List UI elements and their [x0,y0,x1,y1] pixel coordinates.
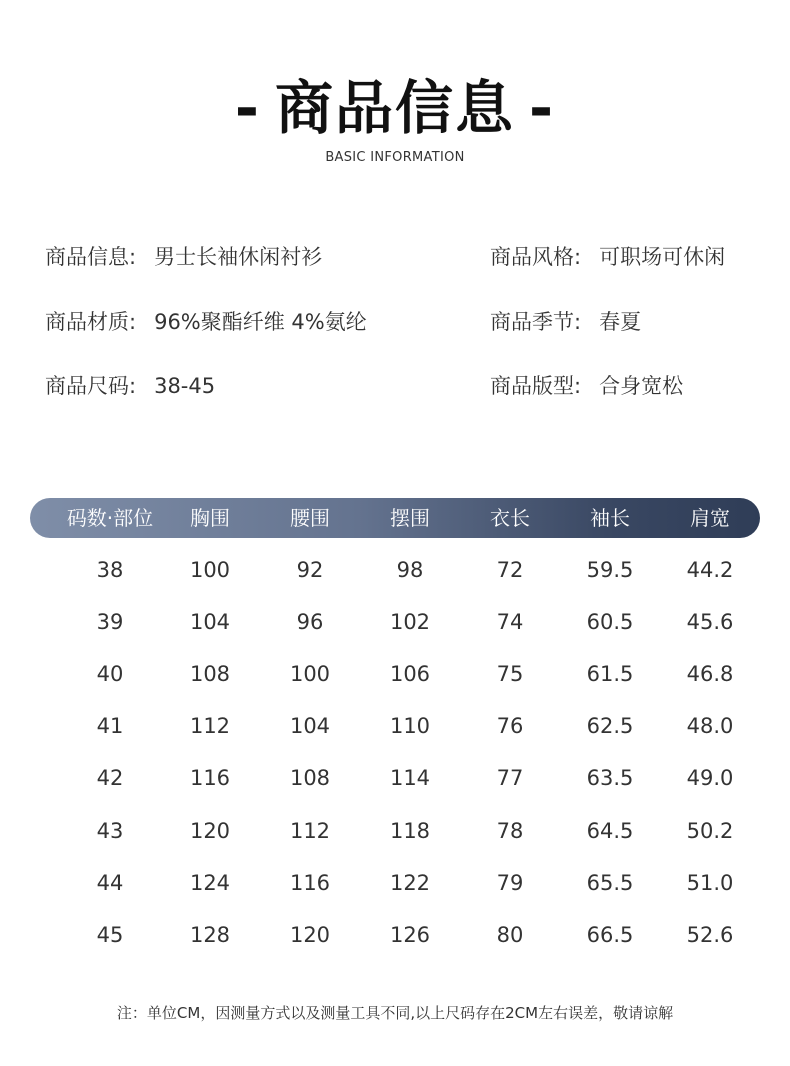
table-cell: 126 [389,922,431,947]
table-cell: 43 [96,818,124,843]
info-item-material [45,307,367,337]
table-cell: 108 [289,766,331,791]
table-cell: 120 [289,922,331,947]
table-cell: 114 [389,766,431,791]
info-item-style [490,242,725,272]
header-hem: 摆围 [390,506,430,530]
table-cell: 110 [389,714,431,739]
info-key: 商品信息: [45,245,137,269]
table-cell: 120 [189,818,231,843]
table-row [0,811,790,851]
table-cell: 45.6 [686,610,734,635]
table-row [0,706,790,746]
table-cell: 45 [96,922,124,947]
info-key: 商品材质: [45,310,137,334]
info-value: 合身宽松 [599,374,684,398]
table-cell: 128 [189,922,231,947]
table-cell: 52.6 [686,922,734,947]
table-cell: 108 [189,662,231,687]
table-cell: 104 [289,714,331,739]
table-cell: 50.2 [686,818,734,843]
info-item-name [45,242,322,272]
info-item-size [45,371,215,401]
header-shoulder: 肩宽 [690,506,730,530]
info-value: 96%聚酯纤维 4%氨纶 [154,310,367,334]
header-size-part: 码数·部位 [66,506,154,530]
table-cell: 62.5 [586,714,634,739]
table-cell: 51.0 [686,870,734,895]
table-row [0,758,790,798]
table-cell: 112 [189,714,231,739]
table-cell: 79 [496,870,524,895]
table-cell: 80 [496,922,524,947]
table-cell: 72 [496,558,524,582]
table-cell: 74 [496,610,524,635]
table-cell: 44 [96,870,124,895]
table-row [0,550,790,590]
title-text: 商品信息 [274,74,515,142]
table-cell: 116 [289,870,331,895]
table-row [0,602,790,642]
table-cell: 100 [289,662,331,687]
header-chest: 胸围 [190,506,230,530]
page-title [0,68,790,148]
table-cell: 64.5 [586,818,634,843]
info-value: 春夏 [599,310,642,334]
info-item-fit [490,371,683,401]
info-value: 可职场可休闲 [599,245,726,269]
table-row [0,863,790,903]
table-cell: 39 [96,610,124,635]
header-waist: 腰围 [290,506,330,530]
table-cell: 40 [96,662,124,687]
table-cell: 77 [496,766,524,791]
info-key: 商品尺码: [45,374,137,398]
table-cell: 98 [396,558,424,582]
table-cell: 92 [296,558,324,582]
info-key: 商品季节: [490,310,582,334]
info-item-season [490,307,641,337]
table-cell: 61.5 [586,662,634,687]
page-subtitle: BASIC INFORMATION [325,150,465,165]
table-row [0,654,790,694]
table-cell: 66.5 [586,922,634,947]
size-table-header [30,498,760,538]
table-cell: 112 [289,818,331,843]
table-row [0,915,790,955]
table-cell: 63.5 [586,766,634,791]
table-cell: 96 [296,610,324,635]
table-cell: 38 [96,558,124,582]
title-dash-left: - [234,74,261,142]
table-cell: 124 [189,870,231,895]
table-cell: 78 [496,818,524,843]
table-cell: 46.8 [686,662,734,687]
measurement-note: 注：单位CM，因测量方式以及测量工具不同,以上尺码存在2CM左右误差，敬请谅解 [116,1004,674,1022]
header-sleeve: 袖长 [590,506,630,530]
table-cell: 48.0 [686,714,734,739]
table-cell: 76 [496,714,524,739]
table-cell: 65.5 [586,870,634,895]
table-cell: 118 [389,818,431,843]
info-key: 商品风格: [490,245,582,269]
table-cell: 100 [189,558,231,582]
title-dash-right: - [529,74,556,142]
table-cell: 102 [389,610,431,635]
table-cell: 122 [389,870,431,895]
table-cell: 106 [389,662,431,687]
info-key: 商品版型: [490,374,582,398]
table-cell: 59.5 [586,558,634,582]
table-cell: 60.5 [586,610,634,635]
header-length: 衣长 [490,506,530,530]
table-cell: 49.0 [686,766,734,791]
table-cell: 104 [189,610,231,635]
table-cell: 41 [96,714,124,739]
info-value: 男士长袖休闲衬衫 [154,245,323,269]
table-cell: 116 [189,766,231,791]
table-cell: 75 [496,662,524,687]
table-cell: 44.2 [686,558,734,582]
table-cell: 42 [96,766,124,791]
info-value: 38-45 [154,374,216,398]
